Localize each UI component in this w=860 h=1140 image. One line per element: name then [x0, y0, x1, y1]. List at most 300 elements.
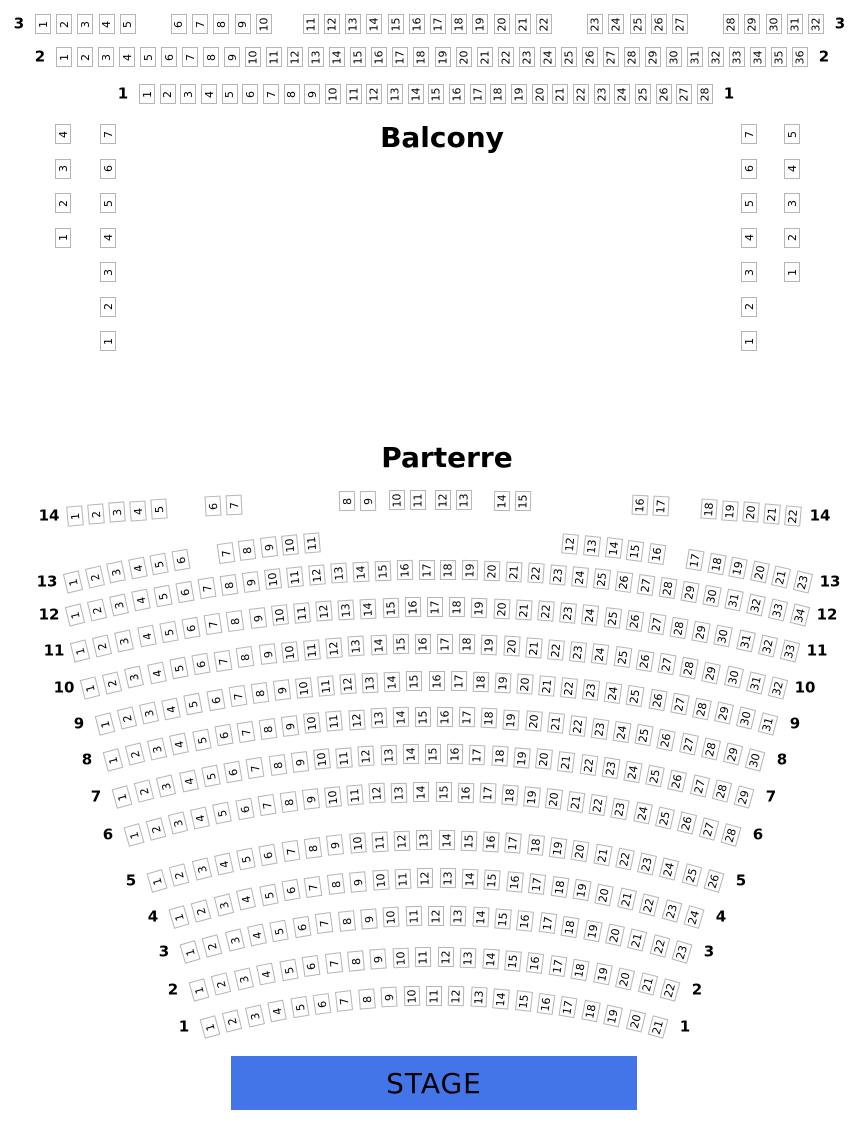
seat[interactable]: [572, 879, 591, 901]
seat[interactable]: [326, 835, 344, 857]
seat[interactable]: [161, 47, 177, 67]
seat[interactable]: [226, 495, 243, 516]
seat[interactable]: [327, 873, 345, 895]
seat[interactable]: [593, 962, 613, 985]
seat[interactable]: [103, 748, 124, 771]
seat[interactable]: [679, 733, 699, 756]
seat[interactable]: [304, 84, 320, 104]
seat[interactable]: [217, 542, 236, 564]
seat[interactable]: [346, 784, 363, 805]
seat[interactable]: [571, 566, 589, 587]
seat[interactable]: [808, 14, 824, 34]
seat[interactable]: [632, 495, 649, 516]
seat[interactable]: [425, 744, 441, 764]
seat[interactable]: [190, 806, 210, 829]
seat[interactable]: [460, 947, 477, 968]
seat[interactable]: [655, 806, 675, 829]
seat[interactable]: [347, 950, 365, 971]
seat[interactable]: [242, 571, 260, 593]
seat[interactable]: [456, 47, 472, 67]
seat[interactable]: [561, 47, 577, 67]
seat[interactable]: [645, 765, 665, 788]
seat[interactable]: [266, 47, 282, 67]
seat[interactable]: [494, 14, 510, 34]
seat[interactable]: [587, 14, 603, 34]
seat[interactable]: [360, 490, 376, 510]
seat[interactable]: [462, 868, 479, 889]
seat[interactable]: [784, 505, 802, 526]
seat[interactable]: [479, 783, 496, 804]
seat[interactable]: [358, 988, 376, 1009]
seat[interactable]: [494, 490, 510, 510]
seat[interactable]: [160, 84, 176, 104]
seat[interactable]: [281, 641, 299, 663]
seat[interactable]: [236, 848, 256, 871]
seat[interactable]: [515, 491, 531, 511]
seat[interactable]: [128, 556, 148, 579]
seat[interactable]: [559, 602, 577, 623]
seat[interactable]: [213, 802, 233, 825]
seat[interactable]: [583, 535, 601, 557]
seat[interactable]: [335, 990, 353, 1012]
seat[interactable]: [366, 84, 382, 104]
seat[interactable]: [100, 262, 116, 282]
seat[interactable]: [279, 791, 298, 813]
seat[interactable]: [171, 549, 190, 571]
seat[interactable]: [335, 747, 353, 768]
seat[interactable]: [608, 14, 624, 34]
seat[interactable]: [744, 14, 760, 34]
seat[interactable]: [257, 794, 276, 816]
seat[interactable]: [236, 888, 256, 911]
seat[interactable]: [100, 331, 116, 351]
seat[interactable]: [287, 47, 303, 67]
seat[interactable]: [392, 47, 408, 67]
seat[interactable]: [532, 84, 548, 104]
seat[interactable]: [603, 607, 621, 629]
seat[interactable]: [35, 14, 51, 34]
seat[interactable]: [483, 831, 500, 852]
seat[interactable]: [55, 193, 71, 213]
seat[interactable]: [614, 84, 630, 104]
seat[interactable]: [635, 649, 654, 671]
seat[interactable]: [437, 707, 453, 727]
seat[interactable]: [537, 993, 556, 1015]
seat[interactable]: [415, 707, 431, 727]
seat[interactable]: [100, 297, 116, 317]
seat[interactable]: [236, 721, 255, 743]
seat[interactable]: [494, 672, 511, 693]
seat[interactable]: [661, 899, 682, 923]
seat[interactable]: [741, 297, 757, 317]
seat[interactable]: [70, 639, 90, 662]
seat[interactable]: [525, 637, 542, 658]
seat[interactable]: [403, 744, 419, 764]
seat[interactable]: [171, 14, 187, 34]
seat[interactable]: [100, 124, 116, 144]
seat[interactable]: [225, 929, 245, 952]
seat[interactable]: [595, 883, 615, 906]
seat[interactable]: [750, 47, 766, 67]
seat[interactable]: [415, 634, 431, 654]
seat[interactable]: [304, 837, 322, 859]
seat[interactable]: [697, 84, 713, 104]
seat[interactable]: [246, 757, 265, 779]
seat[interactable]: [259, 717, 278, 739]
seat[interactable]: [370, 708, 387, 729]
seat[interactable]: [723, 743, 743, 766]
seat[interactable]: [371, 47, 387, 67]
seat[interactable]: [611, 798, 630, 821]
seat[interactable]: [302, 788, 320, 810]
seat[interactable]: [448, 986, 465, 1006]
seat[interactable]: [325, 84, 341, 104]
seat[interactable]: [112, 785, 133, 809]
seat[interactable]: [681, 863, 702, 886]
seat[interactable]: [768, 598, 788, 621]
seat[interactable]: [80, 676, 100, 699]
seat[interactable]: [192, 14, 208, 34]
seat[interactable]: [660, 978, 681, 1002]
seat[interactable]: [77, 47, 93, 67]
seat[interactable]: [635, 724, 654, 746]
seat[interactable]: [498, 47, 514, 67]
seat[interactable]: [169, 863, 190, 886]
seat[interactable]: [482, 948, 499, 969]
seat[interactable]: [729, 47, 745, 67]
seat[interactable]: [780, 639, 800, 662]
seat[interactable]: [392, 947, 409, 968]
seat[interactable]: [264, 568, 282, 590]
seat[interactable]: [525, 711, 543, 732]
seat[interactable]: [790, 603, 810, 626]
seat[interactable]: [329, 47, 345, 67]
seat[interactable]: [493, 598, 510, 619]
seat[interactable]: [515, 990, 533, 1012]
seat[interactable]: [573, 84, 589, 104]
seat[interactable]: [395, 868, 412, 889]
seat[interactable]: [438, 947, 454, 967]
seat[interactable]: [635, 84, 651, 104]
seat[interactable]: [729, 556, 749, 579]
seat[interactable]: [313, 749, 331, 770]
seat[interactable]: [481, 708, 498, 729]
seat[interactable]: [197, 577, 216, 599]
seat[interactable]: [228, 685, 247, 707]
seat[interactable]: [526, 952, 544, 974]
seat[interactable]: [692, 697, 712, 720]
seat[interactable]: [413, 47, 429, 67]
seat[interactable]: [224, 47, 240, 67]
seat[interactable]: [721, 500, 738, 521]
seat[interactable]: [360, 598, 377, 619]
seat[interactable]: [235, 14, 251, 34]
seat[interactable]: [472, 671, 489, 692]
seat[interactable]: [191, 653, 210, 675]
seat[interactable]: [384, 671, 401, 692]
seat[interactable]: [571, 958, 590, 980]
seat[interactable]: [191, 899, 212, 923]
seat[interactable]: [268, 754, 287, 776]
seat[interactable]: [763, 504, 781, 525]
seat[interactable]: [666, 47, 682, 67]
seat[interactable]: [457, 782, 474, 803]
seat[interactable]: [259, 883, 279, 906]
seat[interactable]: [362, 672, 379, 693]
seat[interactable]: [391, 782, 408, 803]
seat[interactable]: [324, 952, 342, 974]
seat[interactable]: [625, 610, 644, 632]
seat[interactable]: [459, 707, 476, 727]
seat[interactable]: [624, 47, 640, 67]
seat[interactable]: [324, 14, 340, 34]
seat[interactable]: [591, 643, 609, 665]
seat[interactable]: [539, 912, 557, 934]
seat[interactable]: [724, 589, 744, 612]
seat[interactable]: [648, 1015, 669, 1039]
seat[interactable]: [511, 84, 527, 104]
seat[interactable]: [242, 84, 258, 104]
seat[interactable]: [692, 620, 711, 643]
seat[interactable]: [771, 565, 791, 588]
seat[interactable]: [87, 598, 107, 621]
seat[interactable]: [637, 852, 657, 875]
seat[interactable]: [440, 560, 456, 580]
seat[interactable]: [714, 625, 734, 648]
seat[interactable]: [569, 641, 587, 663]
seat[interactable]: [549, 837, 567, 859]
seat[interactable]: [784, 228, 800, 248]
seat[interactable]: [734, 785, 755, 809]
seat[interactable]: [503, 636, 520, 657]
seat[interactable]: [406, 671, 422, 691]
seat[interactable]: [428, 906, 444, 926]
seat[interactable]: [471, 597, 488, 617]
seat[interactable]: [366, 14, 382, 34]
seat[interactable]: [447, 744, 463, 764]
seat[interactable]: [204, 613, 223, 635]
seat[interactable]: [87, 504, 105, 525]
seat[interactable]: [594, 84, 610, 104]
seat[interactable]: [792, 47, 808, 67]
seat[interactable]: [504, 950, 522, 971]
seat[interactable]: [503, 709, 520, 730]
seat[interactable]: [427, 597, 443, 617]
seat[interactable]: [201, 84, 217, 104]
seat[interactable]: [535, 749, 553, 770]
seat[interactable]: [270, 919, 289, 942]
seat[interactable]: [672, 940, 693, 964]
seat[interactable]: [117, 707, 137, 730]
seat[interactable]: [637, 972, 657, 995]
seat[interactable]: [95, 712, 116, 735]
seat[interactable]: [238, 539, 256, 561]
seat[interactable]: [589, 794, 608, 816]
seat[interactable]: [134, 779, 154, 802]
seat[interactable]: [787, 14, 803, 34]
seat[interactable]: [339, 491, 355, 511]
seat[interactable]: [721, 823, 742, 847]
seat[interactable]: [659, 577, 678, 599]
seat[interactable]: [263, 84, 279, 104]
seat[interactable]: [405, 597, 421, 617]
seat[interactable]: [550, 876, 569, 898]
seat[interactable]: [180, 84, 196, 104]
seat[interactable]: [226, 610, 245, 632]
seat[interactable]: [408, 84, 424, 104]
seat[interactable]: [271, 605, 289, 627]
seat[interactable]: [469, 745, 486, 766]
seat[interactable]: [349, 871, 367, 892]
seat[interactable]: [360, 908, 378, 929]
seat[interactable]: [516, 674, 533, 695]
seat[interactable]: [429, 671, 445, 691]
seat[interactable]: [303, 639, 321, 660]
seat[interactable]: [150, 499, 167, 520]
seat[interactable]: [603, 1004, 623, 1027]
seat[interactable]: [179, 769, 199, 792]
seat[interactable]: [55, 159, 71, 179]
seat[interactable]: [170, 733, 190, 756]
seat[interactable]: [683, 905, 704, 929]
seat[interactable]: [387, 84, 403, 104]
seat[interactable]: [324, 786, 342, 807]
seat[interactable]: [258, 643, 276, 665]
seat[interactable]: [470, 987, 487, 1008]
seat[interactable]: [358, 746, 375, 767]
seat[interactable]: [295, 677, 313, 699]
seat[interactable]: [214, 724, 233, 746]
seat[interactable]: [203, 47, 219, 67]
seat[interactable]: [462, 560, 478, 580]
seat[interactable]: [168, 905, 189, 929]
seat[interactable]: [293, 602, 311, 623]
seat[interactable]: [560, 677, 578, 699]
seat[interactable]: [290, 996, 309, 1018]
seat[interactable]: [615, 967, 635, 990]
seat[interactable]: [382, 597, 399, 617]
seat[interactable]: [256, 14, 272, 34]
seat[interactable]: [440, 868, 456, 888]
seat[interactable]: [494, 908, 512, 929]
seat[interactable]: [712, 779, 732, 802]
seat[interactable]: [437, 634, 453, 654]
seat[interactable]: [651, 14, 667, 34]
seat[interactable]: [345, 14, 361, 34]
seat[interactable]: [248, 607, 266, 629]
seat[interactable]: [784, 159, 800, 179]
seat[interactable]: [604, 682, 623, 704]
seat[interactable]: [456, 490, 472, 510]
seat[interactable]: [601, 757, 620, 779]
seat[interactable]: [211, 972, 231, 995]
seat[interactable]: [388, 14, 404, 34]
seat[interactable]: [184, 693, 203, 716]
seat[interactable]: [55, 124, 71, 144]
seat[interactable]: [129, 500, 146, 521]
seat[interactable]: [102, 671, 122, 694]
seat[interactable]: [405, 906, 422, 926]
seat[interactable]: [181, 617, 200, 639]
seat[interactable]: [784, 193, 800, 213]
seat[interactable]: [66, 505, 84, 526]
seat[interactable]: [659, 857, 679, 880]
seat[interactable]: [223, 761, 242, 783]
seat[interactable]: [741, 159, 757, 179]
seat[interactable]: [746, 671, 766, 694]
seat[interactable]: [214, 893, 234, 916]
seat[interactable]: [92, 634, 112, 657]
seat[interactable]: [450, 906, 467, 926]
seat[interactable]: [656, 84, 672, 104]
seat[interactable]: [235, 798, 254, 821]
seat[interactable]: [750, 561, 770, 584]
seat[interactable]: [350, 47, 366, 67]
seat[interactable]: [513, 747, 531, 768]
seat[interactable]: [236, 646, 255, 668]
seat[interactable]: [708, 47, 724, 67]
seat[interactable]: [55, 228, 71, 248]
seat[interactable]: [681, 581, 700, 603]
seat[interactable]: [139, 702, 159, 725]
seat[interactable]: [245, 47, 261, 67]
seat[interactable]: [205, 496, 222, 517]
seat[interactable]: [147, 661, 167, 684]
seat[interactable]: [339, 674, 356, 695]
seat[interactable]: [477, 47, 493, 67]
seat[interactable]: [308, 564, 326, 585]
seat[interactable]: [667, 769, 687, 792]
seat[interactable]: [515, 599, 532, 620]
seat[interactable]: [617, 888, 637, 911]
seat[interactable]: [670, 693, 689, 716]
seat[interactable]: [647, 543, 666, 565]
seat[interactable]: [615, 848, 635, 871]
seat[interactable]: [234, 967, 254, 990]
seat[interactable]: [394, 830, 411, 851]
seat[interactable]: [623, 761, 642, 783]
seat[interactable]: [645, 47, 661, 67]
seat[interactable]: [633, 802, 653, 825]
seat[interactable]: [383, 907, 400, 928]
seat[interactable]: [415, 947, 431, 967]
seat[interactable]: [557, 751, 575, 773]
seat[interactable]: [702, 585, 721, 608]
seat[interactable]: [605, 924, 625, 947]
seat[interactable]: [100, 193, 116, 213]
seat[interactable]: [545, 788, 563, 810]
seat[interactable]: [260, 537, 278, 559]
seat[interactable]: [403, 986, 420, 1006]
seat[interactable]: [284, 84, 300, 104]
seat[interactable]: [449, 597, 465, 617]
seat[interactable]: [281, 715, 299, 737]
seat[interactable]: [100, 159, 116, 179]
seat[interactable]: [192, 728, 212, 751]
seat[interactable]: [175, 581, 194, 603]
seat[interactable]: [626, 540, 644, 562]
seat[interactable]: [571, 840, 590, 862]
seat[interactable]: [303, 14, 319, 34]
seat[interactable]: [581, 1000, 601, 1023]
seat[interactable]: [370, 635, 387, 656]
seat[interactable]: [308, 47, 324, 67]
seat[interactable]: [657, 728, 677, 751]
seat[interactable]: [537, 601, 554, 622]
seat[interactable]: [380, 745, 397, 766]
seat[interactable]: [147, 869, 168, 893]
seat[interactable]: [547, 712, 565, 734]
